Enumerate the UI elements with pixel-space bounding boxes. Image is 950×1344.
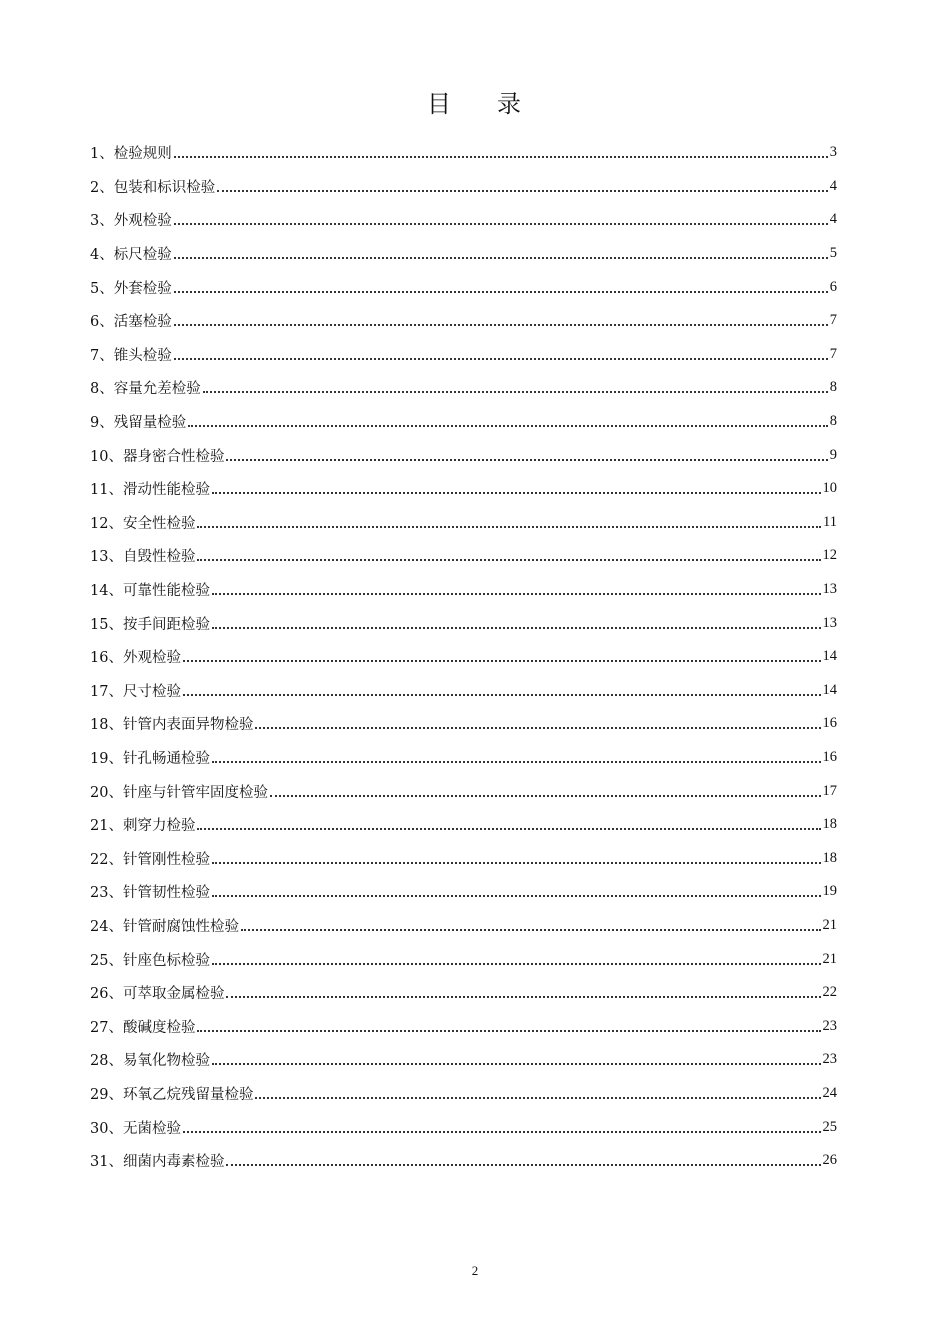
toc-entry-title: 容量允差检验 <box>113 381 201 398</box>
toc-entry-label <box>90 344 172 365</box>
toc-entry-label <box>90 579 210 600</box>
toc-entry-page: 8 <box>829 413 837 430</box>
toc-entry-title: 细菌内毒素检验 <box>122 1154 225 1171</box>
toc-entry-number: 29、 <box>90 1086 123 1103</box>
toc-entry-page: 21 <box>822 950 837 967</box>
toc-entry[interactable] <box>90 338 837 372</box>
toc-entry[interactable] <box>90 841 837 875</box>
toc-entry-label <box>90 445 224 466</box>
toc-entry-number: 18、 <box>90 717 123 734</box>
toc-entry[interactable] <box>90 472 837 506</box>
toc-entry-page: 18 <box>822 816 837 833</box>
toc-dot-leader <box>183 659 821 662</box>
toc-dot-leader <box>212 1062 821 1065</box>
toc-entry-label <box>90 411 186 432</box>
toc-entry-title: 可靠性能检验 <box>122 583 210 600</box>
toc-entry-label <box>90 1083 253 1104</box>
toc-entry-page: 9 <box>829 446 837 463</box>
toc-dot-leader <box>197 827 820 830</box>
toc-entry-title: 标尺检验 <box>113 247 172 264</box>
toc-entry-label <box>90 478 210 499</box>
toc-dot-leader <box>188 424 828 427</box>
toc-entry-page: 17 <box>822 782 837 799</box>
toc-dot-leader <box>255 1096 820 1099</box>
toc-entry-page: 22 <box>822 984 837 1001</box>
toc-dot-leader <box>270 794 821 797</box>
toc-entry-title: 酸碱度检验 <box>122 1019 196 1036</box>
toc-dot-leader <box>255 726 820 729</box>
toc-entry-page: 24 <box>822 1084 837 1101</box>
toc-entry-label <box>90 277 172 298</box>
toc-dot-leader <box>212 861 821 864</box>
toc-entry-page: 3 <box>829 144 837 161</box>
toc-entry[interactable] <box>90 371 837 405</box>
toc-entry-title: 活塞检验 <box>113 314 172 331</box>
toc-entry-title: 外套检验 <box>113 280 172 297</box>
toc-dot-leader <box>212 491 821 494</box>
toc-entry-label <box>90 781 268 802</box>
toc-entry[interactable] <box>90 136 837 170</box>
toc-dot-leader <box>183 693 821 696</box>
toc-dot-leader <box>174 155 828 158</box>
toc-entry[interactable] <box>90 237 837 271</box>
toc-entry-page: 16 <box>822 715 837 732</box>
toc-entry-number: 31、 <box>90 1154 123 1171</box>
toc-entry-title: 环氧乙烷残留量检验 <box>122 1086 254 1103</box>
toc-entry[interactable] <box>90 539 837 573</box>
toc-dot-leader <box>174 323 828 326</box>
toc-entry-number: 30、 <box>90 1120 123 1137</box>
toc-entry[interactable] <box>90 741 837 775</box>
toc-entry[interactable] <box>90 170 837 204</box>
toc-entry-label <box>90 377 201 398</box>
toc-entry-number: 3、 <box>90 213 114 230</box>
toc-entry-label <box>90 613 210 634</box>
toc-entry-page: 16 <box>822 748 837 765</box>
toc-entry-number: 19、 <box>90 750 123 767</box>
toc-entry-page: 26 <box>822 1152 837 1169</box>
toc-entry-title: 针管刚性检验 <box>122 851 210 868</box>
toc-entry[interactable] <box>90 203 837 237</box>
page-title-left: 目 <box>427 90 453 118</box>
toc-entry-title: 无菌检验 <box>122 1120 181 1137</box>
toc-entry-title: 锥头检验 <box>113 347 172 364</box>
toc-entry-title: 尺寸检验 <box>122 683 181 700</box>
toc-entry[interactable] <box>90 1110 837 1144</box>
toc-dot-leader <box>226 458 827 461</box>
page-title-right: 录 <box>497 90 523 118</box>
toc-entry-title: 安全性检验 <box>122 515 196 532</box>
toc-dot-leader <box>174 290 828 293</box>
toc-entry-label <box>90 915 239 936</box>
toc-entry-number: 25、 <box>90 952 123 969</box>
toc-entry-page: 14 <box>822 648 837 665</box>
toc-dot-leader <box>217 189 828 192</box>
toc-dot-leader <box>212 962 821 965</box>
toc-entry-number: 13、 <box>90 549 123 566</box>
toc-entry-title: 包装和标识检验 <box>113 179 216 196</box>
toc-dot-leader <box>212 760 821 763</box>
table-of-contents <box>90 136 837 1177</box>
toc-entry-page: 14 <box>822 681 837 698</box>
toc-entry-page: 13 <box>822 581 837 598</box>
toc-entry-number: 28、 <box>90 1053 123 1070</box>
toc-entry[interactable] <box>90 573 837 607</box>
toc-entry-page: 13 <box>822 614 837 631</box>
toc-entry-label <box>90 646 181 667</box>
toc-entry-label <box>90 949 210 970</box>
toc-entry[interactable] <box>90 405 837 439</box>
toc-entry-label <box>90 142 172 163</box>
toc-entry-number: 26、 <box>90 986 123 1003</box>
toc-entry-title: 按手间距检验 <box>122 616 210 633</box>
toc-entry-number: 23、 <box>90 885 123 902</box>
toc-entry[interactable] <box>90 640 837 674</box>
toc-entry-title: 残留量检验 <box>113 415 187 432</box>
toc-entry-page: 5 <box>829 245 837 262</box>
toc-entry-number: 6、 <box>90 314 114 331</box>
toc-entry-title: 可萃取金属检验 <box>122 986 225 1003</box>
page-number: 2 <box>471 1263 479 1278</box>
toc-dot-leader <box>197 558 820 561</box>
toc-dot-leader <box>212 626 821 629</box>
toc-entry-number: 24、 <box>90 918 123 935</box>
toc-entry-page: 11 <box>823 513 837 530</box>
toc-entry-page: 19 <box>822 883 837 900</box>
toc-dot-leader <box>212 894 821 897</box>
toc-entry-number: 1、 <box>90 146 114 163</box>
toc-entry-number: 15、 <box>90 616 123 633</box>
toc-entry[interactable] <box>90 808 837 842</box>
toc-entry[interactable] <box>90 774 837 808</box>
toc-entry-page: 6 <box>829 278 837 295</box>
toc-entry-number: 27、 <box>90 1019 123 1036</box>
toc-entry-title: 外观检验 <box>122 650 181 667</box>
toc-dot-leader <box>174 256 828 259</box>
toc-entry-number: 8、 <box>90 381 114 398</box>
toc-dot-leader <box>174 222 828 225</box>
toc-entry-label <box>90 747 210 768</box>
page-title <box>0 84 950 119</box>
toc-dot-leader <box>226 995 820 998</box>
toc-entry-title: 自毁性检验 <box>122 549 196 566</box>
toc-entry-page: 4 <box>829 211 837 228</box>
toc-entry[interactable] <box>90 438 837 472</box>
toc-entry-number: 20、 <box>90 784 123 801</box>
toc-entry-title: 刺穿力检验 <box>122 818 196 835</box>
toc-entry-page: 25 <box>822 1118 837 1135</box>
toc-entry-title: 检验规则 <box>113 146 172 163</box>
toc-entry[interactable] <box>90 270 837 304</box>
toc-entry-label <box>90 176 215 197</box>
toc-entry-title: 针管耐腐蚀性检验 <box>122 918 239 935</box>
toc-entry[interactable] <box>90 875 837 909</box>
toc-dot-leader <box>197 525 821 528</box>
toc-dot-leader <box>174 357 828 360</box>
toc-entry[interactable] <box>90 942 837 976</box>
toc-entry-number: 16、 <box>90 650 123 667</box>
toc-entry-number: 4、 <box>90 247 114 264</box>
toc-entry-number: 11、 <box>90 482 123 499</box>
toc-entry-number: 9、 <box>90 415 114 432</box>
toc-entry-title: 器身密合性检验 <box>122 448 225 465</box>
toc-entry[interactable] <box>90 707 837 741</box>
toc-entry[interactable] <box>90 1043 837 1077</box>
toc-entry-page: 18 <box>822 849 837 866</box>
toc-entry-page: 4 <box>829 177 837 194</box>
toc-entry-number: 7、 <box>90 347 114 364</box>
toc-entry-label <box>90 982 224 1003</box>
toc-dot-leader <box>241 928 821 931</box>
toc-entry-label <box>90 243 172 264</box>
toc-entry-title: 针座与针管牢固度检验 <box>122 784 268 801</box>
toc-entry-label <box>90 512 195 533</box>
toc-entry-page: 7 <box>829 345 837 362</box>
toc-entry-number: 2、 <box>90 179 114 196</box>
toc-dot-leader <box>226 1163 820 1166</box>
toc-entry-title: 针管内表面异物检验 <box>122 717 254 734</box>
toc-entry[interactable] <box>90 1077 837 1111</box>
toc-entry-label <box>90 310 172 331</box>
toc-entry-label <box>90 713 253 734</box>
toc-entry-title: 滑动性能检验 <box>122 482 210 499</box>
toc-entry-page: 7 <box>829 312 837 329</box>
toc-entry-number: 21、 <box>90 818 123 835</box>
toc-entry-title: 针座色标检验 <box>122 952 210 969</box>
toc-entry[interactable] <box>90 606 837 640</box>
toc-entry-title: 易氧化物检验 <box>122 1053 210 1070</box>
toc-entry[interactable] <box>90 674 837 708</box>
toc-entry[interactable] <box>90 1009 837 1043</box>
toc-entry-page: 23 <box>822 1017 837 1034</box>
toc-entry-label <box>90 848 210 869</box>
toc-entry-page: 8 <box>829 379 837 396</box>
toc-dot-leader <box>212 592 821 595</box>
toc-entry[interactable] <box>90 976 837 1010</box>
toc-entry-label <box>90 1150 224 1171</box>
toc-entry-label <box>90 1016 195 1037</box>
toc-entry-number: 12、 <box>90 515 123 532</box>
toc-entry-label <box>90 881 210 902</box>
toc-entry-title: 外观检验 <box>113 213 172 230</box>
toc-entry-label <box>90 680 181 701</box>
toc-entry-label <box>90 209 172 230</box>
toc-entry-number: 22、 <box>90 851 123 868</box>
toc-entry-page: 23 <box>822 1051 837 1068</box>
toc-entry-page: 12 <box>822 547 837 564</box>
toc-entry-page: 10 <box>822 480 837 497</box>
toc-entry-label <box>90 1049 210 1070</box>
toc-entry[interactable] <box>90 506 837 540</box>
toc-entry[interactable] <box>90 304 837 338</box>
toc-entry-title: 针孔畅通检验 <box>122 750 210 767</box>
toc-entry-number: 17、 <box>90 683 123 700</box>
toc-entry[interactable] <box>90 1144 837 1178</box>
toc-dot-leader <box>183 1130 821 1133</box>
toc-entry-number: 14、 <box>90 583 123 600</box>
toc-entry-number: 10、 <box>90 448 123 465</box>
toc-dot-leader <box>197 1029 820 1032</box>
toc-entry-label <box>90 545 195 566</box>
toc-entry-number: 5、 <box>90 280 114 297</box>
toc-entry[interactable] <box>90 909 837 943</box>
toc-entry-page: 21 <box>822 916 837 933</box>
toc-entry-label <box>90 1117 181 1138</box>
toc-entry-title: 针管韧性检验 <box>122 885 210 902</box>
toc-dot-leader <box>203 390 828 393</box>
toc-entry-label <box>90 814 195 835</box>
